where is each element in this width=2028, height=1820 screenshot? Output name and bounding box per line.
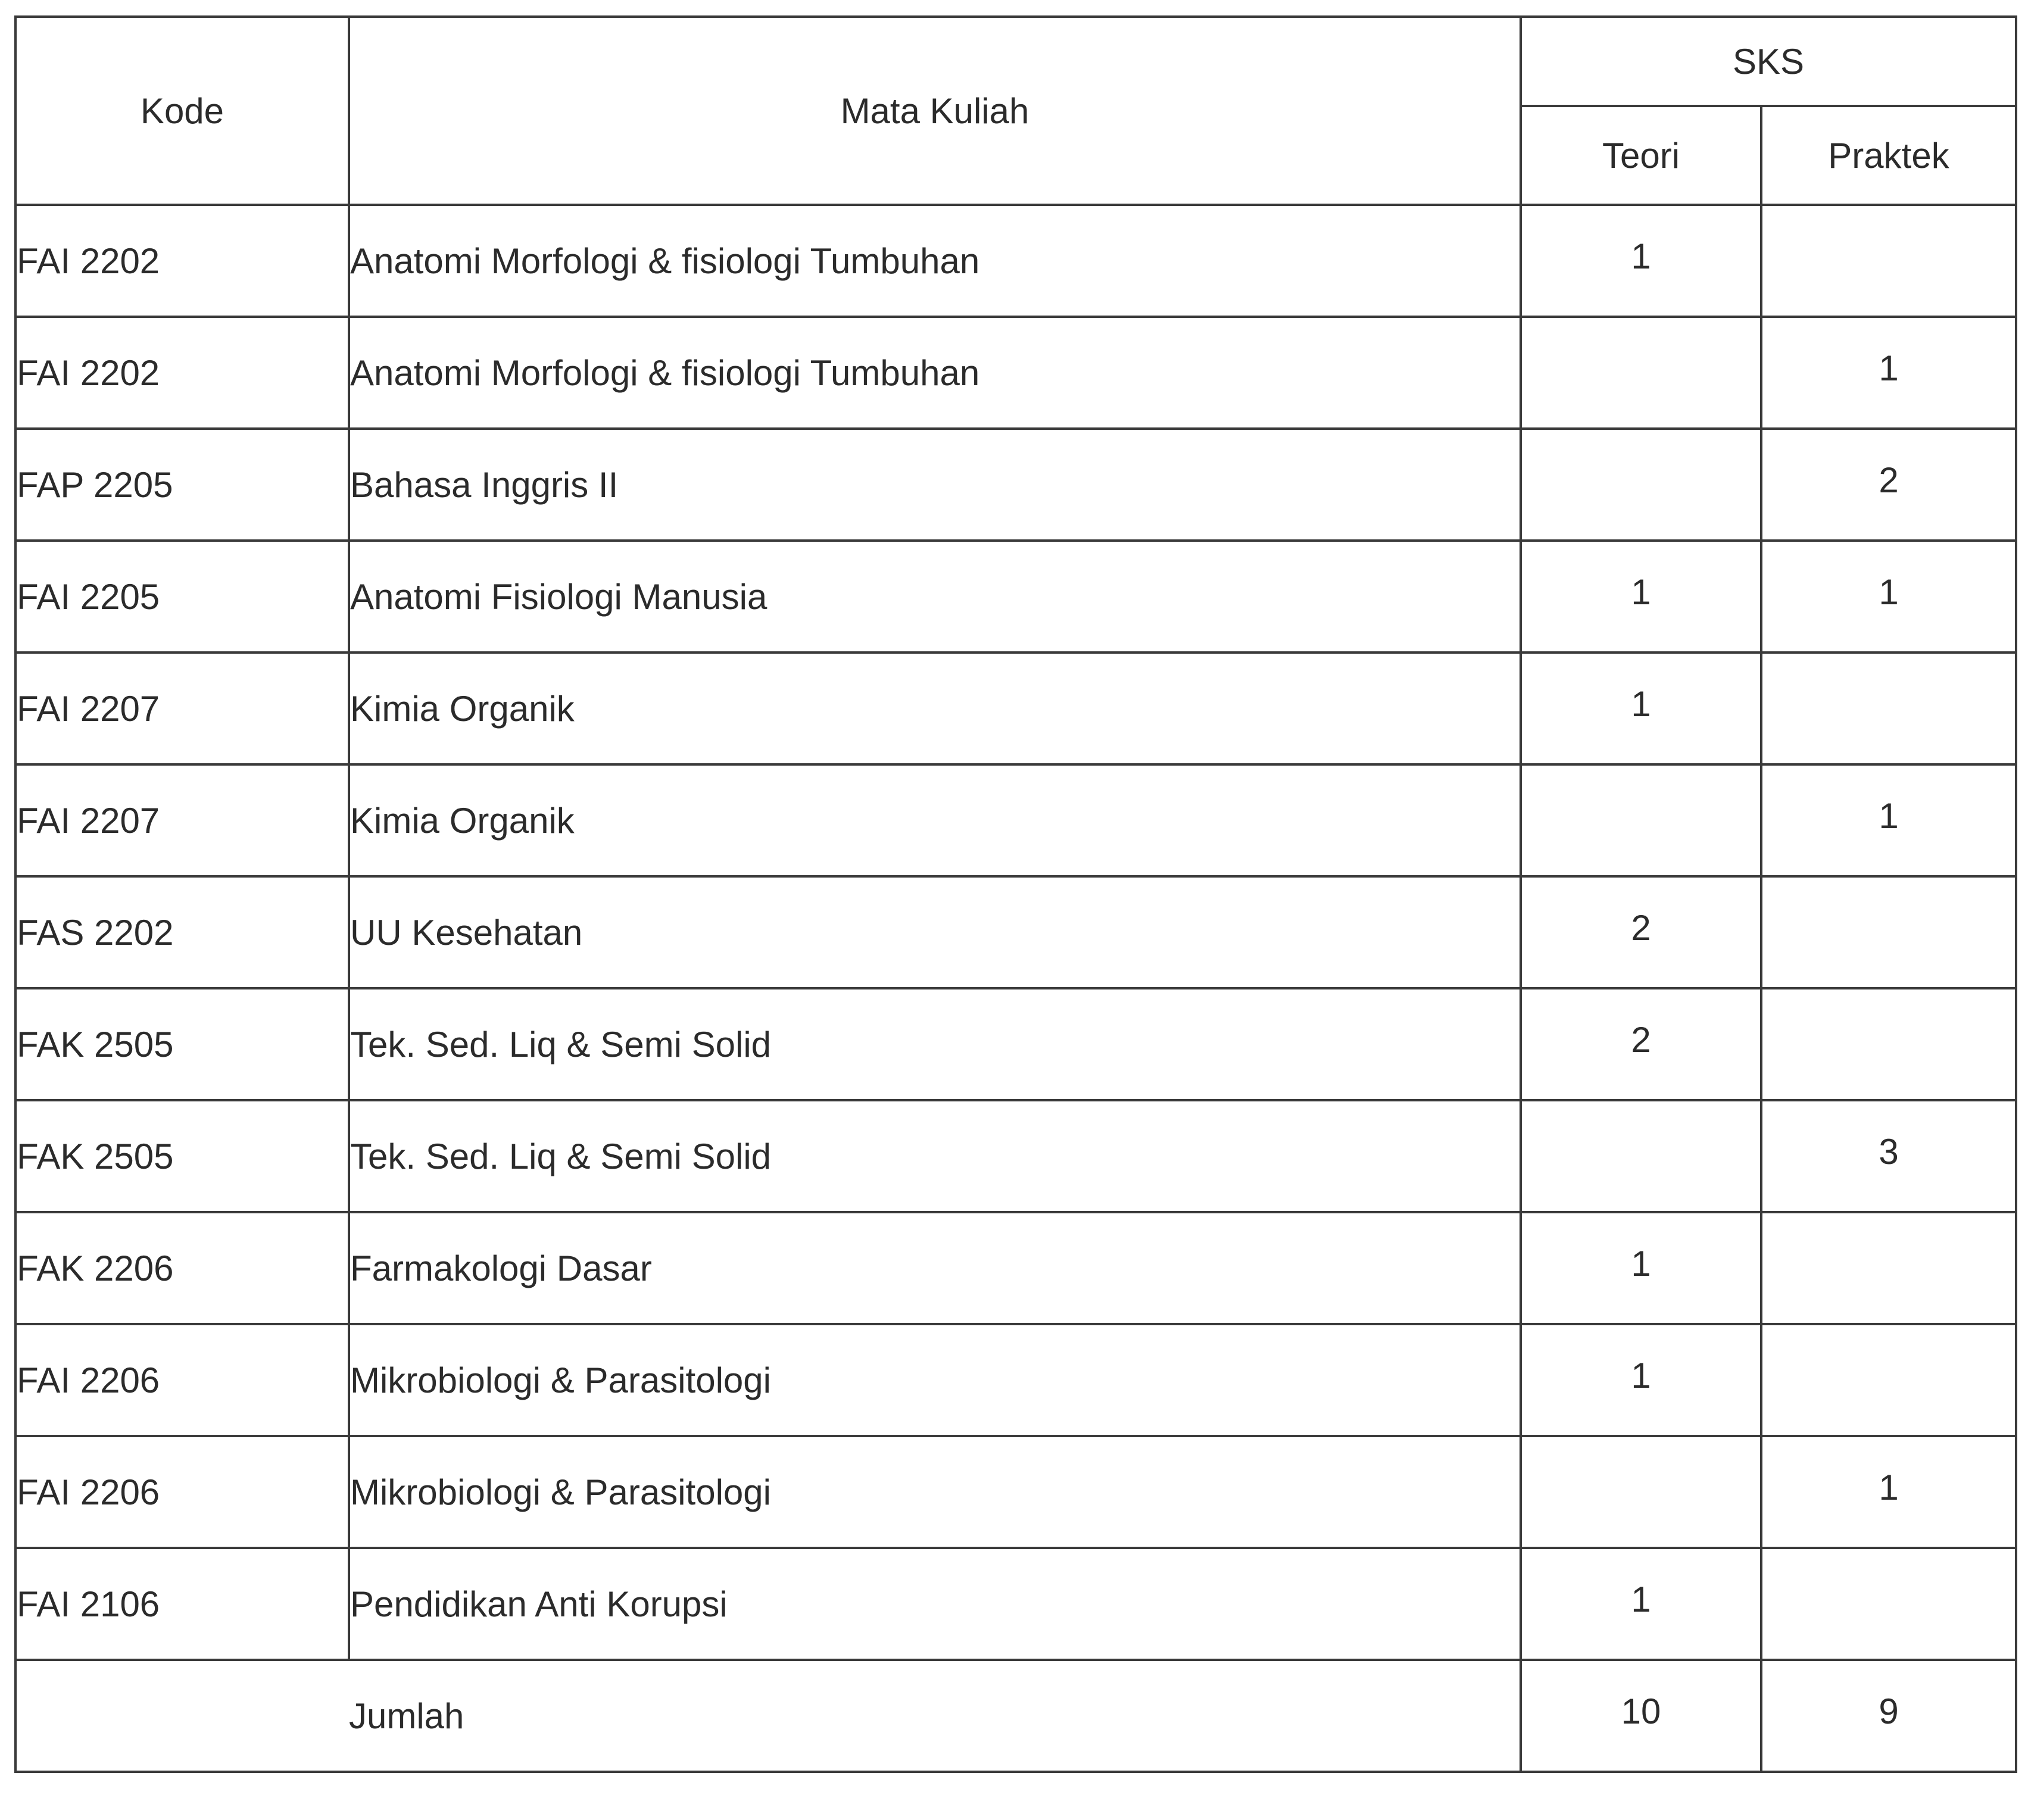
cell-praktek [1761,1212,2016,1324]
cell-praktek-text: 1 [1879,795,1899,836]
cell-teori [1521,1324,1761,1436]
table-row [15,429,2016,541]
table-row [15,653,2016,764]
cell-kode-text: FAK 2505 [17,1136,174,1176]
cell-mata-kuliah [349,988,1521,1100]
table-row [15,876,2016,988]
cell-teori [1521,1436,1761,1548]
table-body [15,205,2016,1772]
cell-mata-kuliah [349,429,1521,541]
cell-teori-text: 1 [1631,683,1651,724]
cell-praktek [1761,876,2016,988]
cell-teori [1521,653,1761,764]
cell-praktek-text: 2 [1879,460,1899,500]
table-row [15,1324,2016,1436]
total-praktek [1761,1660,2016,1772]
cell-teori-text: 1 [1631,1579,1651,1619]
cell-teori [1521,988,1761,1100]
cell-praktek [1761,541,2016,653]
cell-mata-kuliah-text: Kimia Organik [350,688,575,729]
cell-praktek [1761,653,2016,764]
header-kode: Kode [15,17,349,205]
cell-mata-kuliah [349,653,1521,764]
cell-mata-kuliah-text: Kimia Organik [350,800,575,841]
cell-kode-text: FAI 2207 [17,800,160,841]
cell-mata-kuliah-text: Mikrobiologi & Parasitologi [350,1360,771,1400]
cell-kode-text: FAK 2206 [17,1248,174,1288]
cell-mata-kuliah [349,317,1521,429]
cell-teori [1521,876,1761,988]
table-row [15,317,2016,429]
cell-mata-kuliah-text: Tek. Sed. Liq & Semi Solid [350,1024,772,1064]
cell-teori [1521,541,1761,653]
cell-mata-kuliah-text: Anatomi Fisiologi Manusia [350,576,767,617]
total-empty-cell [15,1660,349,1772]
cell-kode [15,1436,349,1548]
curriculum-sheet [14,15,2015,1773]
cell-kode-text: FAI 2207 [17,688,160,729]
cell-mata-kuliah [349,1324,1521,1436]
cell-mata-kuliah [349,541,1521,653]
cell-praktek [1761,205,2016,317]
total-row [15,1660,2016,1772]
table-row [15,764,2016,876]
cell-kode [15,653,349,764]
cell-kode [15,988,349,1100]
cell-mata-kuliah-text: Anatomi Morfologi & fisiologi Tumbuhan [350,241,980,281]
cell-teori-text: 1 [1631,1243,1651,1284]
cell-mata-kuliah-text: Tek. Sed. Liq & Semi Solid [350,1136,772,1176]
cell-kode [15,1548,349,1660]
cell-kode-text: FAK 2505 [17,1024,174,1064]
cell-mata-kuliah-text: Bahasa Inggris II [350,464,619,505]
header-mata-kuliah: Mata Kuliah [349,17,1521,205]
cell-mata-kuliah-text: Farmakologi Dasar [350,1248,652,1288]
cell-mata-kuliah-text: Pendidikan Anti Korupsi [350,1584,728,1624]
cell-teori-text: 1 [1631,236,1651,276]
cell-kode [15,429,349,541]
cell-kode-text: FAP 2205 [17,464,173,505]
cell-praktek [1761,1436,2016,1548]
cell-kode [15,317,349,429]
table-header [15,17,2016,205]
cell-kode-text: FAI 2205 [17,576,160,617]
cell-kode [15,541,349,653]
cell-praktek [1761,1100,2016,1212]
cell-mata-kuliah [349,205,1521,317]
cell-praktek-text: 3 [1879,1131,1899,1172]
cell-praktek [1761,764,2016,876]
total-praktek-text: 9 [1879,1691,1899,1731]
table-row [15,1436,2016,1548]
cell-teori-text: 1 [1631,1355,1651,1396]
cell-praktek [1761,1548,2016,1660]
cell-mata-kuliah [349,1212,1521,1324]
cell-praktek-text: 1 [1879,348,1899,388]
table-row [15,205,2016,317]
cell-mata-kuliah-text: UU Kesehatan [350,912,583,953]
cell-teori [1521,205,1761,317]
cell-kode-text: FAI 2106 [17,1584,160,1624]
cell-kode [15,205,349,317]
cell-mata-kuliah [349,1100,1521,1212]
cell-praktek [1761,988,2016,1100]
cell-mata-kuliah [349,1436,1521,1548]
cell-teori [1521,317,1761,429]
cell-kode [15,1212,349,1324]
cell-teori [1521,1548,1761,1660]
cell-teori [1521,429,1761,541]
total-teori [1521,1660,1761,1772]
cell-mata-kuliah [349,1548,1521,1660]
cell-teori [1521,764,1761,876]
header-teori: Teori [1521,106,1761,205]
cell-praktek [1761,1324,2016,1436]
table-row [15,541,2016,653]
header-sks: SKS [1521,17,2016,106]
cell-kode [15,1100,349,1212]
total-teori-text: 10 [1621,1691,1661,1731]
cell-mata-kuliah-text: Anatomi Morfologi & fisiologi Tumbuhan [350,352,980,393]
cell-kode-text: FAI 2206 [17,1360,160,1400]
cell-mata-kuliah [349,764,1521,876]
cell-kode [15,764,349,876]
cell-kode-text: FAI 2202 [17,352,160,393]
cell-teori [1521,1212,1761,1324]
table-row [15,988,2016,1100]
total-label [349,1660,1521,1772]
cell-kode [15,876,349,988]
curriculum-table [14,15,2017,1773]
cell-mata-kuliah-text: Mikrobiologi & Parasitologi [350,1472,771,1512]
cell-praktek-text: 1 [1879,572,1899,612]
table-row [15,1212,2016,1324]
cell-kode-text: FAI 2206 [17,1472,160,1512]
cell-kode-text: FAS 2202 [17,912,174,953]
cell-praktek [1761,429,2016,541]
cell-teori-text: 2 [1631,1019,1651,1060]
cell-mata-kuliah [349,876,1521,988]
cell-praktek-text: 1 [1879,1467,1899,1507]
cell-teori [1521,1100,1761,1212]
table-row [15,1100,2016,1212]
cell-kode [15,1324,349,1436]
cell-teori-text: 1 [1631,572,1651,612]
cell-kode-text: FAI 2202 [17,241,160,281]
total-label-text: Jumlah [349,1696,464,1736]
table-row [15,1548,2016,1660]
cell-praktek [1761,317,2016,429]
cell-teori-text: 2 [1631,907,1651,948]
header-praktek: Praktek [1761,106,2016,205]
